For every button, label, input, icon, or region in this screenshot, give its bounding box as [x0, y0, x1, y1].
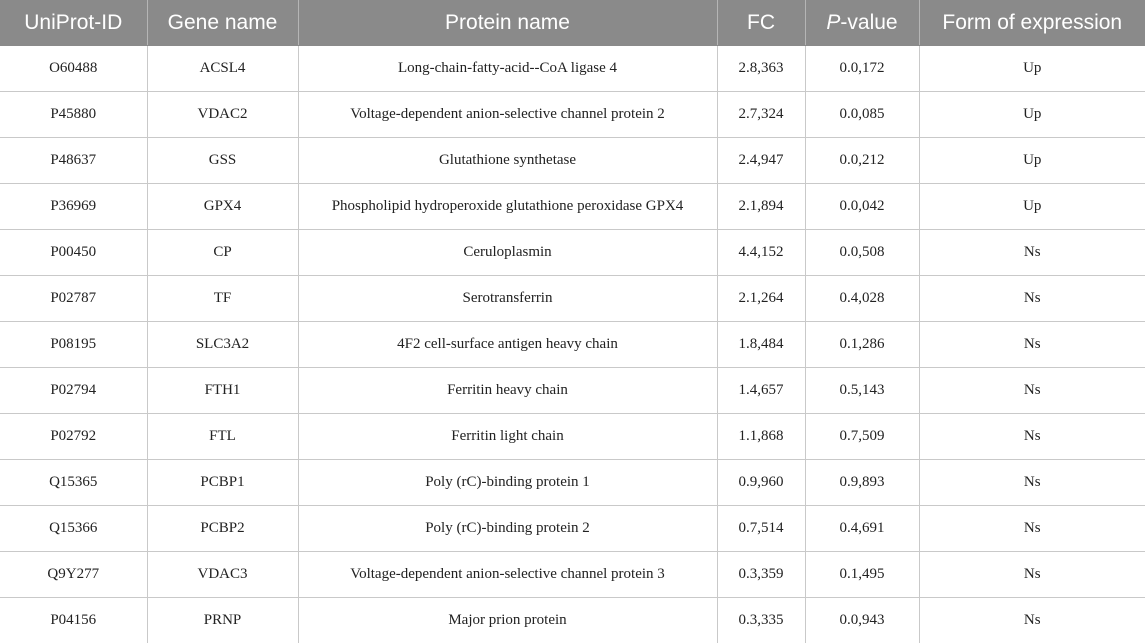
cell-p-value: 0.0,508: [805, 230, 919, 276]
cell-p-value: 0.0,085: [805, 92, 919, 138]
cell-gene-name: GSS: [147, 138, 298, 184]
cell-gene-name: TF: [147, 276, 298, 322]
header-p-italic: P: [826, 11, 840, 34]
table-row: [0, 230, 1145, 276]
cell-p-value: 0.4,691: [805, 506, 919, 552]
cell-uniprot-id: Q9Y277: [0, 552, 147, 598]
cell-uniprot-id: P48637: [0, 138, 147, 184]
cell-gene-name: GPX4: [147, 184, 298, 230]
cell-gene-name: ACSL4: [147, 46, 298, 92]
table-body: [0, 46, 1145, 643]
cell-uniprot-id: Q15365: [0, 460, 147, 506]
cell-uniprot-id: P00450: [0, 230, 147, 276]
cell-fc: 2.1,264: [717, 276, 805, 322]
cell-form-of-expression: Up: [919, 184, 1145, 230]
cell-form-of-expression: Ns: [919, 276, 1145, 322]
cell-gene-name: FTH1: [147, 368, 298, 414]
cell-fc: 2.4,947: [717, 138, 805, 184]
cell-p-value: 0.4,028: [805, 276, 919, 322]
cell-protein-name: Ceruloplasmin: [298, 230, 717, 276]
table-row: [0, 138, 1145, 184]
cell-gene-name: SLC3A2: [147, 322, 298, 368]
cell-gene-name: VDAC3: [147, 552, 298, 598]
cell-uniprot-id: P36969: [0, 184, 147, 230]
cell-fc: 0.9,960: [717, 460, 805, 506]
cell-gene-name: FTL: [147, 414, 298, 460]
cell-uniprot-id: P02787: [0, 276, 147, 322]
cell-p-value: 0.1,286: [805, 322, 919, 368]
cell-gene-name: CP: [147, 230, 298, 276]
cell-gene-name: VDAC2: [147, 92, 298, 138]
cell-fc: 2.7,324: [717, 92, 805, 138]
cell-protein-name: Poly (rC)-binding protein 1: [298, 460, 717, 506]
cell-uniprot-id: P04156: [0, 598, 147, 643]
cell-p-value: 0.7,509: [805, 414, 919, 460]
cell-form-of-expression: Ns: [919, 368, 1145, 414]
table-row: [0, 460, 1145, 506]
cell-p-value: 0.9,893: [805, 460, 919, 506]
table-row: [0, 46, 1145, 92]
cell-p-value: 0.0,042: [805, 184, 919, 230]
table-row: [0, 276, 1145, 322]
cell-protein-name: Voltage-dependent anion-selective channel protein 2: [298, 92, 717, 138]
cell-uniprot-id: O60488: [0, 46, 147, 92]
cell-form-of-expression: Up: [919, 138, 1145, 184]
cell-fc: 1.8,484: [717, 322, 805, 368]
table-row: [0, 322, 1145, 368]
cell-gene-name: PCBP2: [147, 506, 298, 552]
cell-protein-name: Ferritin light chain: [298, 414, 717, 460]
cell-protein-name: Long-chain-fatty-acid--CoA ligase 4: [298, 46, 717, 92]
table-row: [0, 92, 1145, 138]
cell-gene-name: PRNP: [147, 598, 298, 643]
cell-fc: 2.8,363: [717, 46, 805, 92]
cell-p-value: 0.5,143: [805, 368, 919, 414]
cell-fc: 0.3,359: [717, 552, 805, 598]
cell-p-value: 0.1,495: [805, 552, 919, 598]
cell-form-of-expression: Ns: [919, 552, 1145, 598]
cell-fc: 2.1,894: [717, 184, 805, 230]
cell-form-of-expression: Ns: [919, 414, 1145, 460]
cell-uniprot-id: P45880: [0, 92, 147, 138]
cell-protein-name: 4F2 cell-surface antigen heavy chain: [298, 322, 717, 368]
header-gene-name: Gene name: [147, 0, 298, 46]
table-row: [0, 368, 1145, 414]
cell-gene-name: PCBP1: [147, 460, 298, 506]
cell-p-value: 0.0,212: [805, 138, 919, 184]
cell-fc: 4.4,152: [717, 230, 805, 276]
cell-p-value: 0.0,172: [805, 46, 919, 92]
table-row: [0, 598, 1145, 643]
cell-uniprot-id: P08195: [0, 322, 147, 368]
header-p-rest: -value: [840, 11, 897, 34]
cell-protein-name: Glutathione synthetase: [298, 138, 717, 184]
cell-fc: 0.3,335: [717, 598, 805, 643]
header-p-value: [805, 0, 919, 46]
table-row: [0, 506, 1145, 552]
cell-form-of-expression: Ns: [919, 322, 1145, 368]
header-row: [0, 0, 1145, 46]
table-row: [0, 552, 1145, 598]
cell-fc: 1.4,657: [717, 368, 805, 414]
cell-uniprot-id: Q15366: [0, 506, 147, 552]
cell-form-of-expression: Ns: [919, 506, 1145, 552]
cell-form-of-expression: Up: [919, 46, 1145, 92]
cell-protein-name: Poly (rC)-binding protein 2: [298, 506, 717, 552]
table-header: [0, 0, 1145, 46]
header-form-of-expression: Form of expression: [919, 0, 1145, 46]
cell-uniprot-id: P02794: [0, 368, 147, 414]
cell-protein-name: Voltage-dependent anion-selective channel protein 3: [298, 552, 717, 598]
cell-uniprot-id: P02792: [0, 414, 147, 460]
cell-form-of-expression: Ns: [919, 460, 1145, 506]
cell-protein-name: Phospholipid hydroperoxide glutathione peroxidase GPX4: [298, 184, 717, 230]
header-protein-name: Protein name: [298, 0, 717, 46]
cell-protein-name: Major prion protein: [298, 598, 717, 643]
header-fc: FC: [717, 0, 805, 46]
header-uniprot-id: UniProt-ID: [0, 0, 147, 46]
table-row: [0, 184, 1145, 230]
cell-fc: 0.7,514: [717, 506, 805, 552]
cell-protein-name: Serotransferrin: [298, 276, 717, 322]
cell-form-of-expression: Ns: [919, 230, 1145, 276]
cell-fc: 1.1,868: [717, 414, 805, 460]
cell-p-value: 0.0,943: [805, 598, 919, 643]
cell-form-of-expression: Up: [919, 92, 1145, 138]
cell-form-of-expression: Ns: [919, 598, 1145, 643]
table-row: [0, 414, 1145, 460]
cell-protein-name: Ferritin heavy chain: [298, 368, 717, 414]
